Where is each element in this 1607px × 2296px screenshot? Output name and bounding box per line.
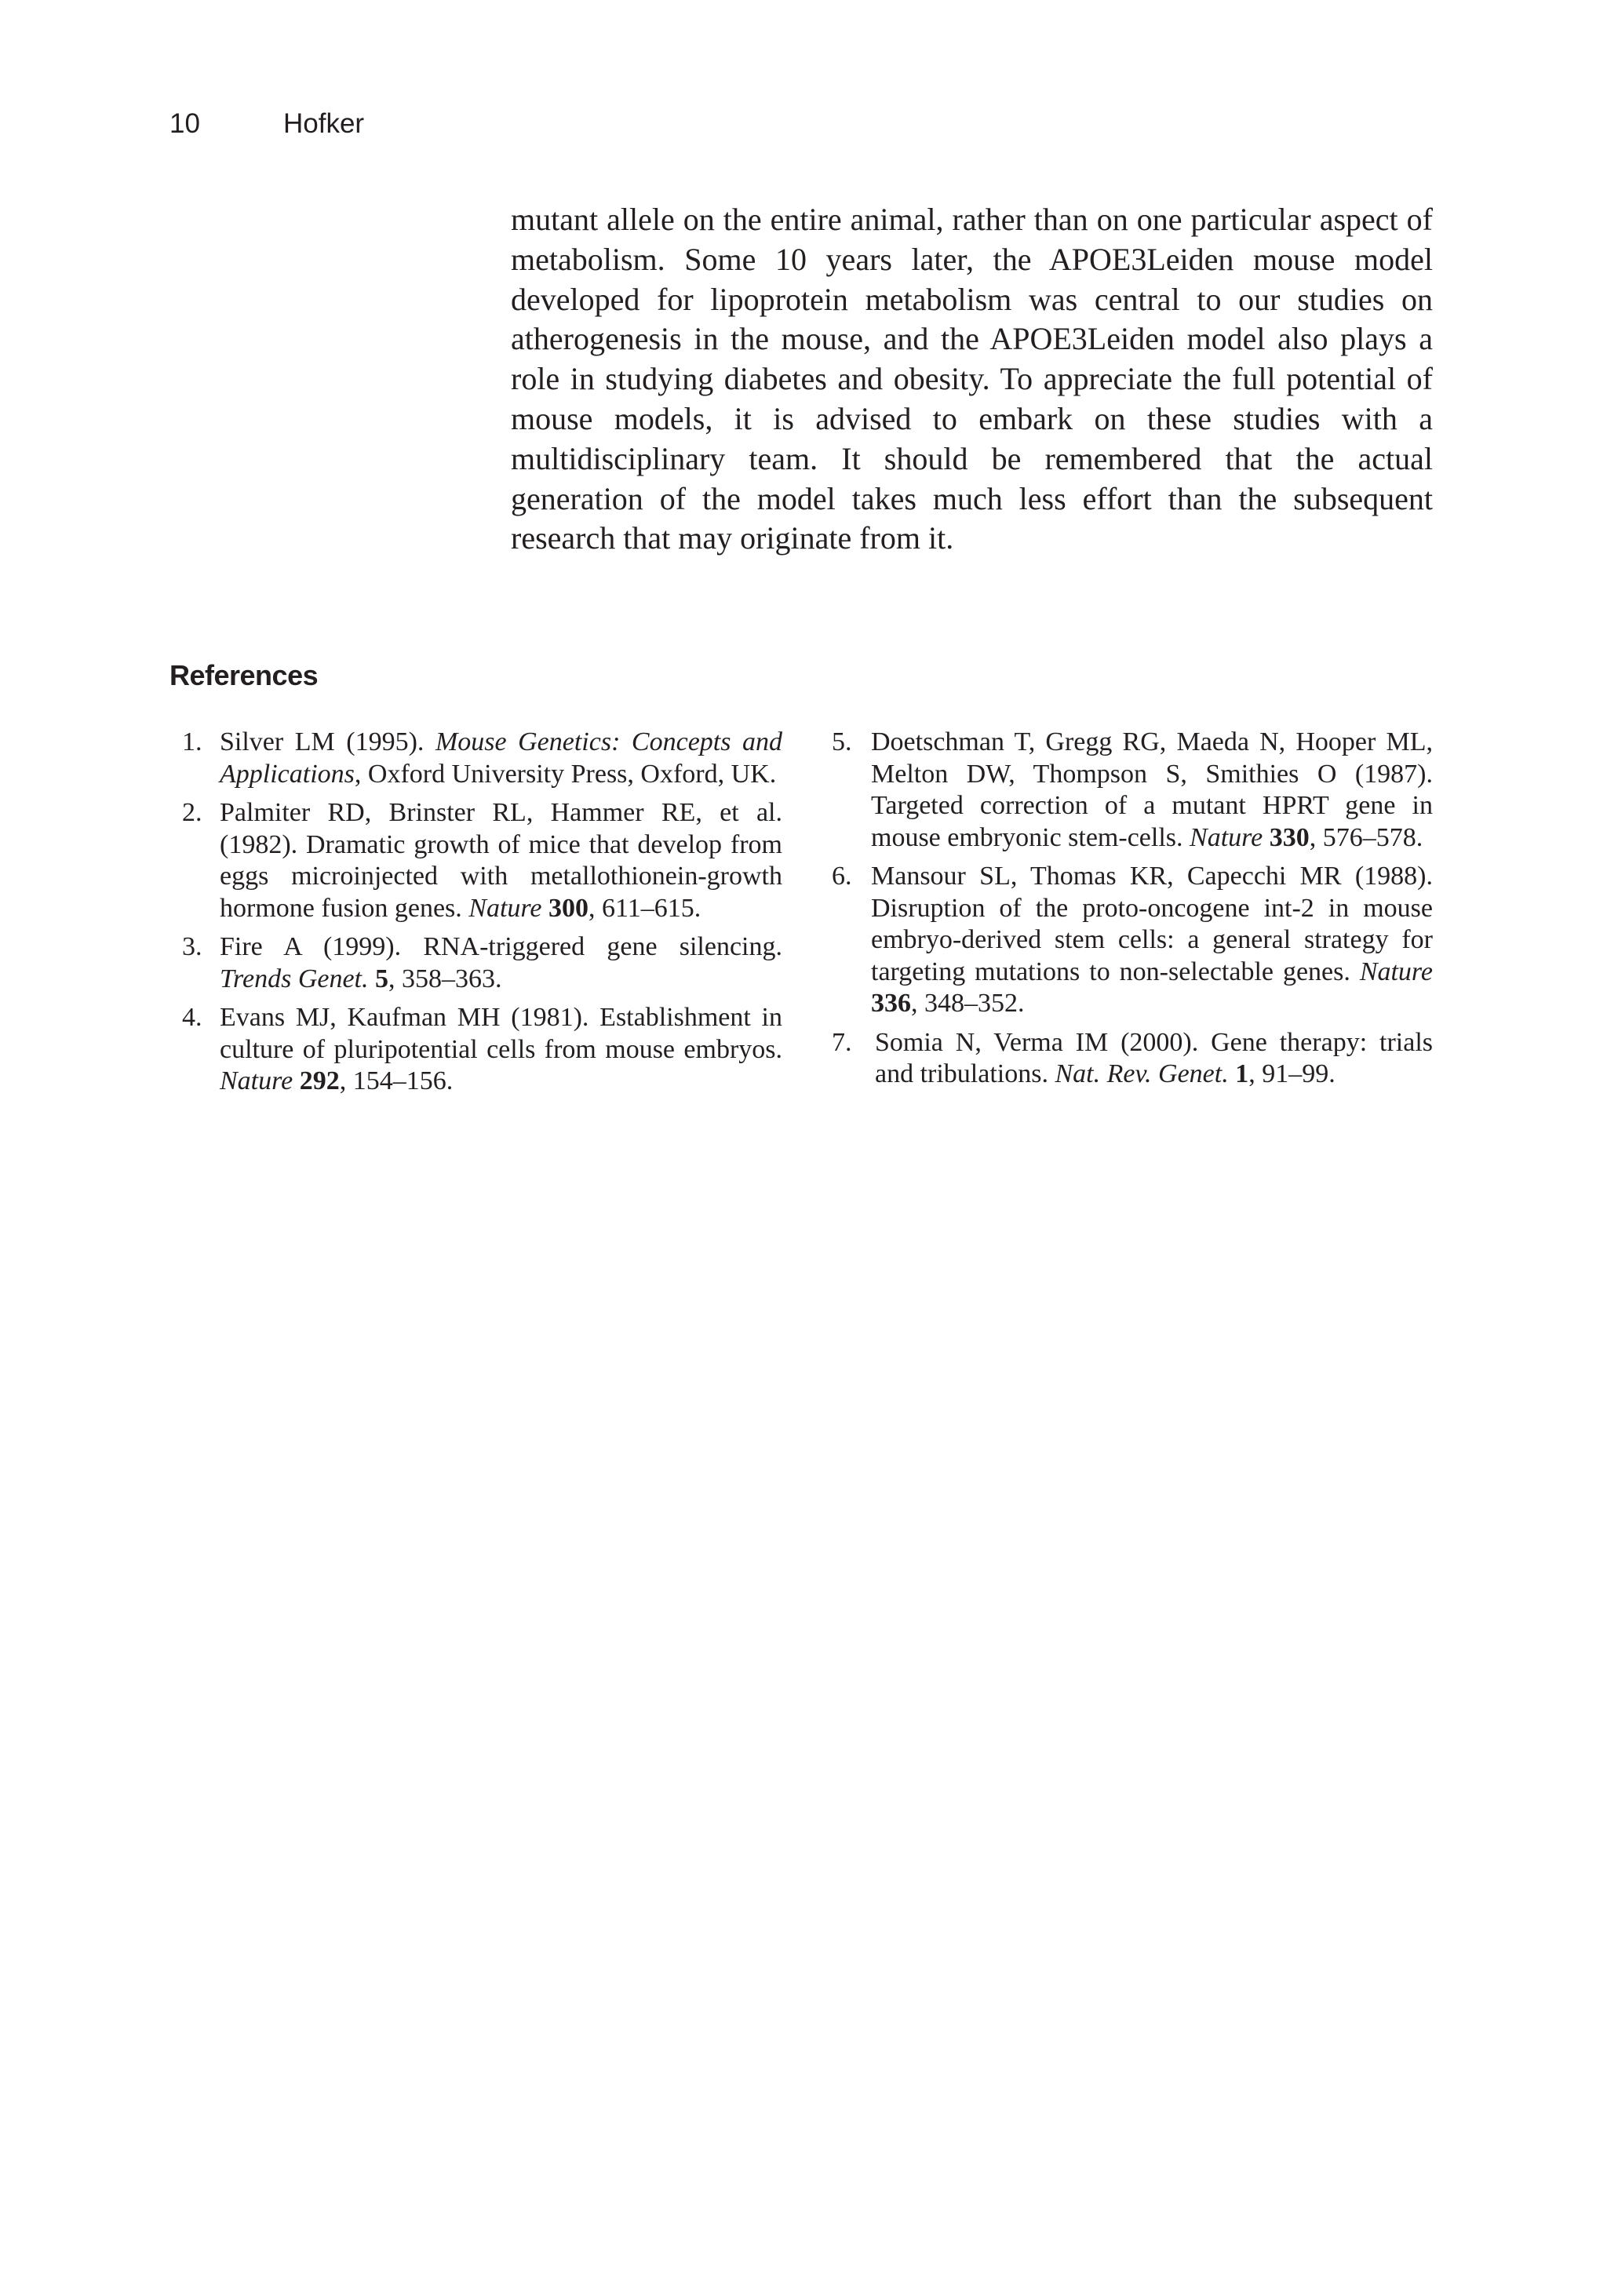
reference-item	[182, 931, 782, 995]
reference-volume: 5	[375, 964, 389, 993]
reference-number: 4.	[182, 1003, 202, 1032]
reference-journal: Nat. Rev. Genet.	[1055, 1059, 1229, 1088]
reference-journal: Trends Genet.	[220, 964, 369, 993]
running-head	[169, 108, 364, 140]
reference-item	[182, 797, 782, 924]
reference-text: Mansour SL, Thomas KR, Capecchi MR (1988). Disruption of the proto-oncogene int-2 in mouse embryo-derived stem cells: a general strategy for targeting mutations to non-selectable genes. Nature 336, 348–352.	[871, 862, 1433, 1018]
reference-item	[832, 861, 1433, 1020]
reference-number: 6.	[832, 862, 852, 891]
reference-journal: Nature	[220, 1066, 293, 1095]
reference-journal: Mouse Genetics: Concepts and Applications	[220, 727, 782, 789]
reference-item	[832, 727, 1433, 854]
references-heading: References	[169, 659, 319, 691]
reference-text: Somia N, Verma IM (2000). Gene therapy: trials and tribulations. Nat. Rev. Genet. 1, 91–99.	[875, 1027, 1433, 1088]
reference-number: 1.	[182, 727, 202, 756]
reference-item	[832, 1027, 1433, 1091]
page-number: 10	[169, 108, 200, 139]
reference-number: 5.	[832, 727, 852, 756]
reference-text: Fire A (1999). RNA-triggered gene silencing. Trends Genet. 5, 358–363.	[220, 932, 782, 993]
running-head-author: Hofker	[283, 108, 365, 139]
reference-text: Silver LM (1995). Mouse Genetics: Concepts and Applications, Oxford University Press, Oxford, UK.	[220, 727, 782, 789]
reference-journal: Nature	[1190, 822, 1263, 852]
reference-volume: 292	[299, 1066, 340, 1095]
reference-item	[182, 1002, 782, 1098]
reference-number: 2.	[182, 798, 202, 827]
reference-volume: 330	[1269, 822, 1310, 852]
references-list-left	[182, 727, 782, 1105]
reference-item	[182, 727, 782, 790]
reference-text: Evans MJ, Kaufman MH (1981). Establishment in culture of pluripotential cells from mouse embryos. Nature 292, 154–156.	[220, 1003, 782, 1095]
reference-journal: Nature	[468, 893, 542, 923]
reference-volume: 1	[1235, 1059, 1249, 1088]
reference-text: Doetschman T, Gregg RG, Maeda N, Hooper ML, Melton DW, Thompson S, Smithies O (1987). Targeted correction of a mutant HPRT gene in mouse embryonic stem-cells. Nature 330, 576–578.	[871, 727, 1433, 852]
reference-text: Palmiter RD, Brinster RL, Hammer RE, et al. (1982). Dramatic growth of mice that develop from eggs microinjected with metallothionein-growth hormone fusion genes. Nature 300, 611–615.	[220, 798, 782, 923]
reference-number: 3.	[182, 932, 202, 961]
reference-journal: Nature	[1359, 957, 1433, 986]
reference-volume: 336	[871, 989, 911, 1018]
references-list-right	[832, 727, 1433, 1098]
reference-volume: 300	[548, 893, 589, 923]
reference-number: 7.	[832, 1027, 852, 1057]
body-paragraph: mutant allele on the entire animal, rather than on one particular aspect of metabolism. Some 10 years later, the APOE3Leiden mouse model developed for lipoprotein metabolism was central to our studies on atherogenesis in the mouse, and the APOE3Leiden model also plays a role in studying diabetes and obesity. To appreciate the full potential of mouse models, it is advised to embark on these studies with a multidisciplinary team. It should be remembered that the actual generation of the model takes much less effort than the subsequent research that may originate from it.	[511, 202, 1433, 556]
